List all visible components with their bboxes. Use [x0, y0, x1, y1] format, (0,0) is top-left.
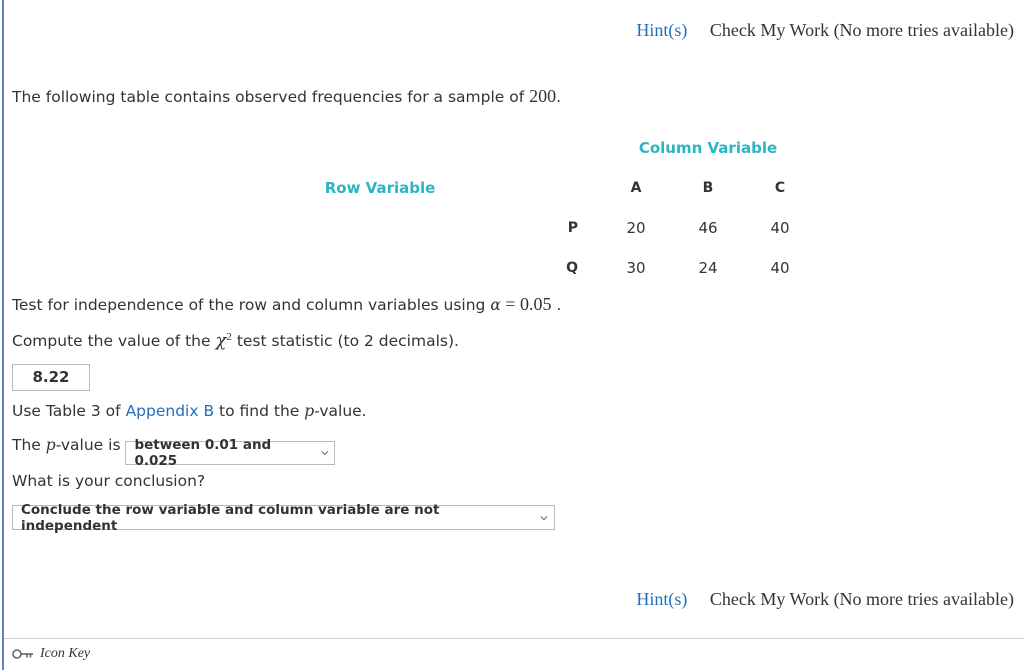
icon-key[interactable]	[12, 646, 90, 662]
table-cell: 24	[698, 259, 718, 277]
chi-square-answer-input[interactable]: 8.22	[12, 364, 90, 391]
left-border	[2, 0, 4, 670]
hint-link-bottom[interactable]: Hint(s)	[636, 589, 688, 609]
sample-size: 200	[529, 86, 557, 106]
frequency-table	[300, 128, 816, 288]
table-cell: 40	[770, 219, 790, 237]
p-value-select[interactable]: between 0.01 and 0.025	[125, 441, 335, 465]
row-label: Q	[566, 260, 578, 276]
alpha-symbol: α	[490, 296, 501, 314]
row-label: P	[567, 220, 578, 236]
alpha-value: 0.05	[519, 294, 552, 314]
icon-key-label: Icon Key	[40, 646, 91, 661]
check-my-work-bottom: Check My Work (No more tries available)	[709, 589, 1014, 609]
check-my-work-top: Check My Work (No more tries available)	[709, 20, 1014, 40]
table-row	[300, 248, 816, 288]
column-header: B	[702, 180, 714, 196]
question-conclusion: What is your conclusion?	[12, 472, 206, 490]
table-cell: 20	[626, 219, 646, 237]
appendix-b-link[interactable]: Appendix B	[125, 402, 215, 420]
table-cell: 40	[770, 259, 790, 277]
row-variable-label: Row Variable	[324, 179, 436, 197]
question-independence: Test for independence of the row and column variables using α = 0.05 .	[12, 294, 562, 314]
key-icon	[12, 648, 34, 660]
top-actions	[636, 20, 1014, 41]
chi-symbol: χ	[215, 330, 227, 351]
column-variable-label: Column Variable	[638, 139, 778, 157]
column-variable-row	[300, 128, 816, 168]
table-cell: 46	[698, 219, 718, 237]
header-row	[300, 168, 816, 208]
question-p-value: The p-value is between 0.01 and 0.025	[12, 436, 335, 466]
column-header: C	[774, 180, 786, 196]
chevron-down-icon	[540, 514, 548, 522]
question-table-lookup: Use Table 3 of Appendix B to find the p-value.	[12, 402, 367, 420]
question-chi-square: Compute the value of the $\chi^2$ test statistic (to 2 decimals).	[12, 330, 459, 351]
intro-text: The following table contains observed frequencies for a sample of 200.	[12, 86, 562, 106]
hint-link-top[interactable]: Hint(s)	[636, 20, 688, 40]
table-row	[300, 208, 816, 248]
footer-divider	[4, 638, 1024, 639]
column-header: A	[630, 180, 642, 196]
bottom-actions	[636, 589, 1014, 610]
conclusion-select[interactable]: Conclude the row variable and column variable are not independent	[12, 505, 555, 530]
table-cell: 30	[626, 259, 646, 277]
chevron-down-icon	[321, 449, 329, 457]
